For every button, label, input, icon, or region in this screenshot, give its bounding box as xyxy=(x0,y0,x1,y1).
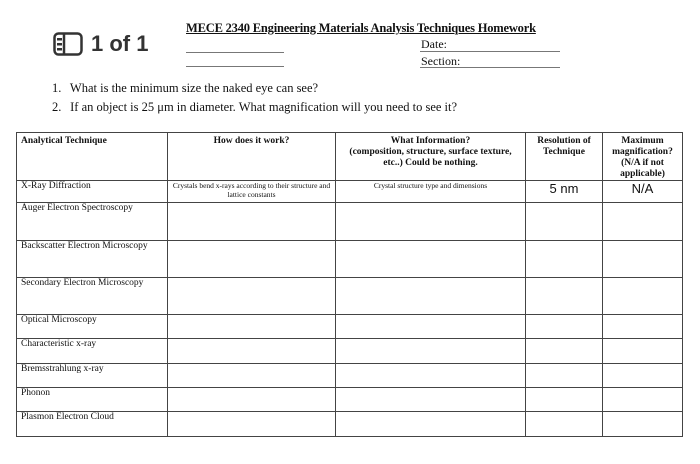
techniques-table xyxy=(16,132,683,437)
date-line xyxy=(420,51,560,52)
cell-magnification[interactable] xyxy=(603,241,683,278)
cell-technique: X-Ray Diffraction xyxy=(17,181,168,203)
cell-technique: Phonon xyxy=(17,388,168,412)
cell-how-it-works[interactable] xyxy=(168,412,336,437)
header-info-line: (composition, structure, surface texture, xyxy=(349,147,512,157)
header-magnification: Maximum magnification? (N/A if not applicable) xyxy=(603,133,683,181)
question-2 xyxy=(52,98,457,117)
header-technique: Analytical Technique xyxy=(17,133,168,181)
question-1 xyxy=(52,79,457,98)
cell-resolution[interactable]: 5 nm xyxy=(526,181,603,203)
table-row xyxy=(17,364,683,388)
date-label: Date: xyxy=(421,37,447,51)
table-row xyxy=(17,412,683,437)
cell-magnification[interactable] xyxy=(603,412,683,437)
cell-information[interactable] xyxy=(336,339,526,364)
header-info-line: What Information? xyxy=(390,136,471,146)
cell-how-it-works[interactable]: Crystals bend x-rays according to their structure and lattice constants xyxy=(168,181,336,203)
document-title: MECE 2340 Engineering Materials Analysis Techniques Homework xyxy=(186,21,536,35)
cell-magnification[interactable] xyxy=(603,388,683,412)
cell-resolution[interactable] xyxy=(526,203,603,241)
table-row xyxy=(17,388,683,412)
page-counter xyxy=(53,30,148,58)
question-number: 2. xyxy=(52,100,62,114)
cell-resolution[interactable] xyxy=(526,315,603,339)
cell-resolution[interactable] xyxy=(526,388,603,412)
question-text: What is the minimum size the naked eye can see? xyxy=(69,81,319,95)
title-underline-rule-2 xyxy=(186,66,284,67)
cell-magnification[interactable] xyxy=(603,278,683,315)
cell-magnification[interactable] xyxy=(603,364,683,388)
cell-technique: Bremsstrahlung x-ray xyxy=(17,364,168,388)
header-how: How does it work? xyxy=(168,133,336,181)
cell-technique: Characteristic x-ray xyxy=(17,339,168,364)
section-label: Section: xyxy=(421,54,461,68)
table-row xyxy=(17,278,683,315)
table-row xyxy=(17,181,683,203)
cell-technique: Optical Microscopy xyxy=(17,315,168,339)
cell-how-it-works[interactable] xyxy=(168,364,336,388)
cell-technique: Auger Electron Spectroscopy xyxy=(17,203,168,241)
cell-magnification[interactable] xyxy=(603,315,683,339)
cell-technique: Backscatter Electron Microscopy xyxy=(17,241,168,278)
cell-resolution[interactable] xyxy=(526,241,603,278)
cell-information[interactable] xyxy=(336,412,526,437)
header-information xyxy=(336,133,526,181)
section-line xyxy=(420,67,560,68)
cell-how-it-works[interactable] xyxy=(168,241,336,278)
page-counter-text: 1 of 1 xyxy=(91,31,149,56)
table-row xyxy=(17,241,683,278)
table-header-row xyxy=(17,133,683,181)
cell-resolution[interactable] xyxy=(526,339,603,364)
cell-resolution[interactable] xyxy=(526,412,603,437)
cell-information[interactable] xyxy=(336,203,526,241)
cell-how-it-works[interactable] xyxy=(168,388,336,412)
cell-information[interactable] xyxy=(336,241,526,278)
question-text: If an object is 25 μm in diameter. What magnification will you need to see it? xyxy=(70,100,458,114)
questions-list xyxy=(52,79,457,117)
header-info-line: etc..) Could be nothing. xyxy=(383,158,478,168)
cell-how-it-works[interactable] xyxy=(168,278,336,315)
table-row xyxy=(17,315,683,339)
table-row xyxy=(17,339,683,364)
cell-information[interactable] xyxy=(336,364,526,388)
header-resolution: Resolution of Technique xyxy=(526,133,603,181)
cell-magnification[interactable] xyxy=(603,339,683,364)
cell-resolution[interactable] xyxy=(526,278,603,315)
title-underline-rule xyxy=(186,52,284,53)
cell-information[interactable] xyxy=(336,315,526,339)
cell-how-it-works[interactable] xyxy=(168,315,336,339)
cell-technique: Plasmon Electron Cloud xyxy=(17,412,168,437)
cell-information[interactable]: Crystal structure type and dimensions xyxy=(336,181,526,203)
cell-information[interactable] xyxy=(336,388,526,412)
cell-magnification[interactable]: N/A xyxy=(603,181,683,203)
table-row xyxy=(17,203,683,241)
document-icon xyxy=(53,32,83,56)
cell-technique: Secondary Electron Microscopy xyxy=(17,278,168,315)
cell-information[interactable] xyxy=(336,278,526,315)
question-number: 1. xyxy=(52,81,62,95)
cell-resolution[interactable] xyxy=(526,364,603,388)
cell-magnification[interactable] xyxy=(603,203,683,241)
cell-how-it-works[interactable] xyxy=(168,203,336,241)
cell-how-it-works[interactable] xyxy=(168,339,336,364)
